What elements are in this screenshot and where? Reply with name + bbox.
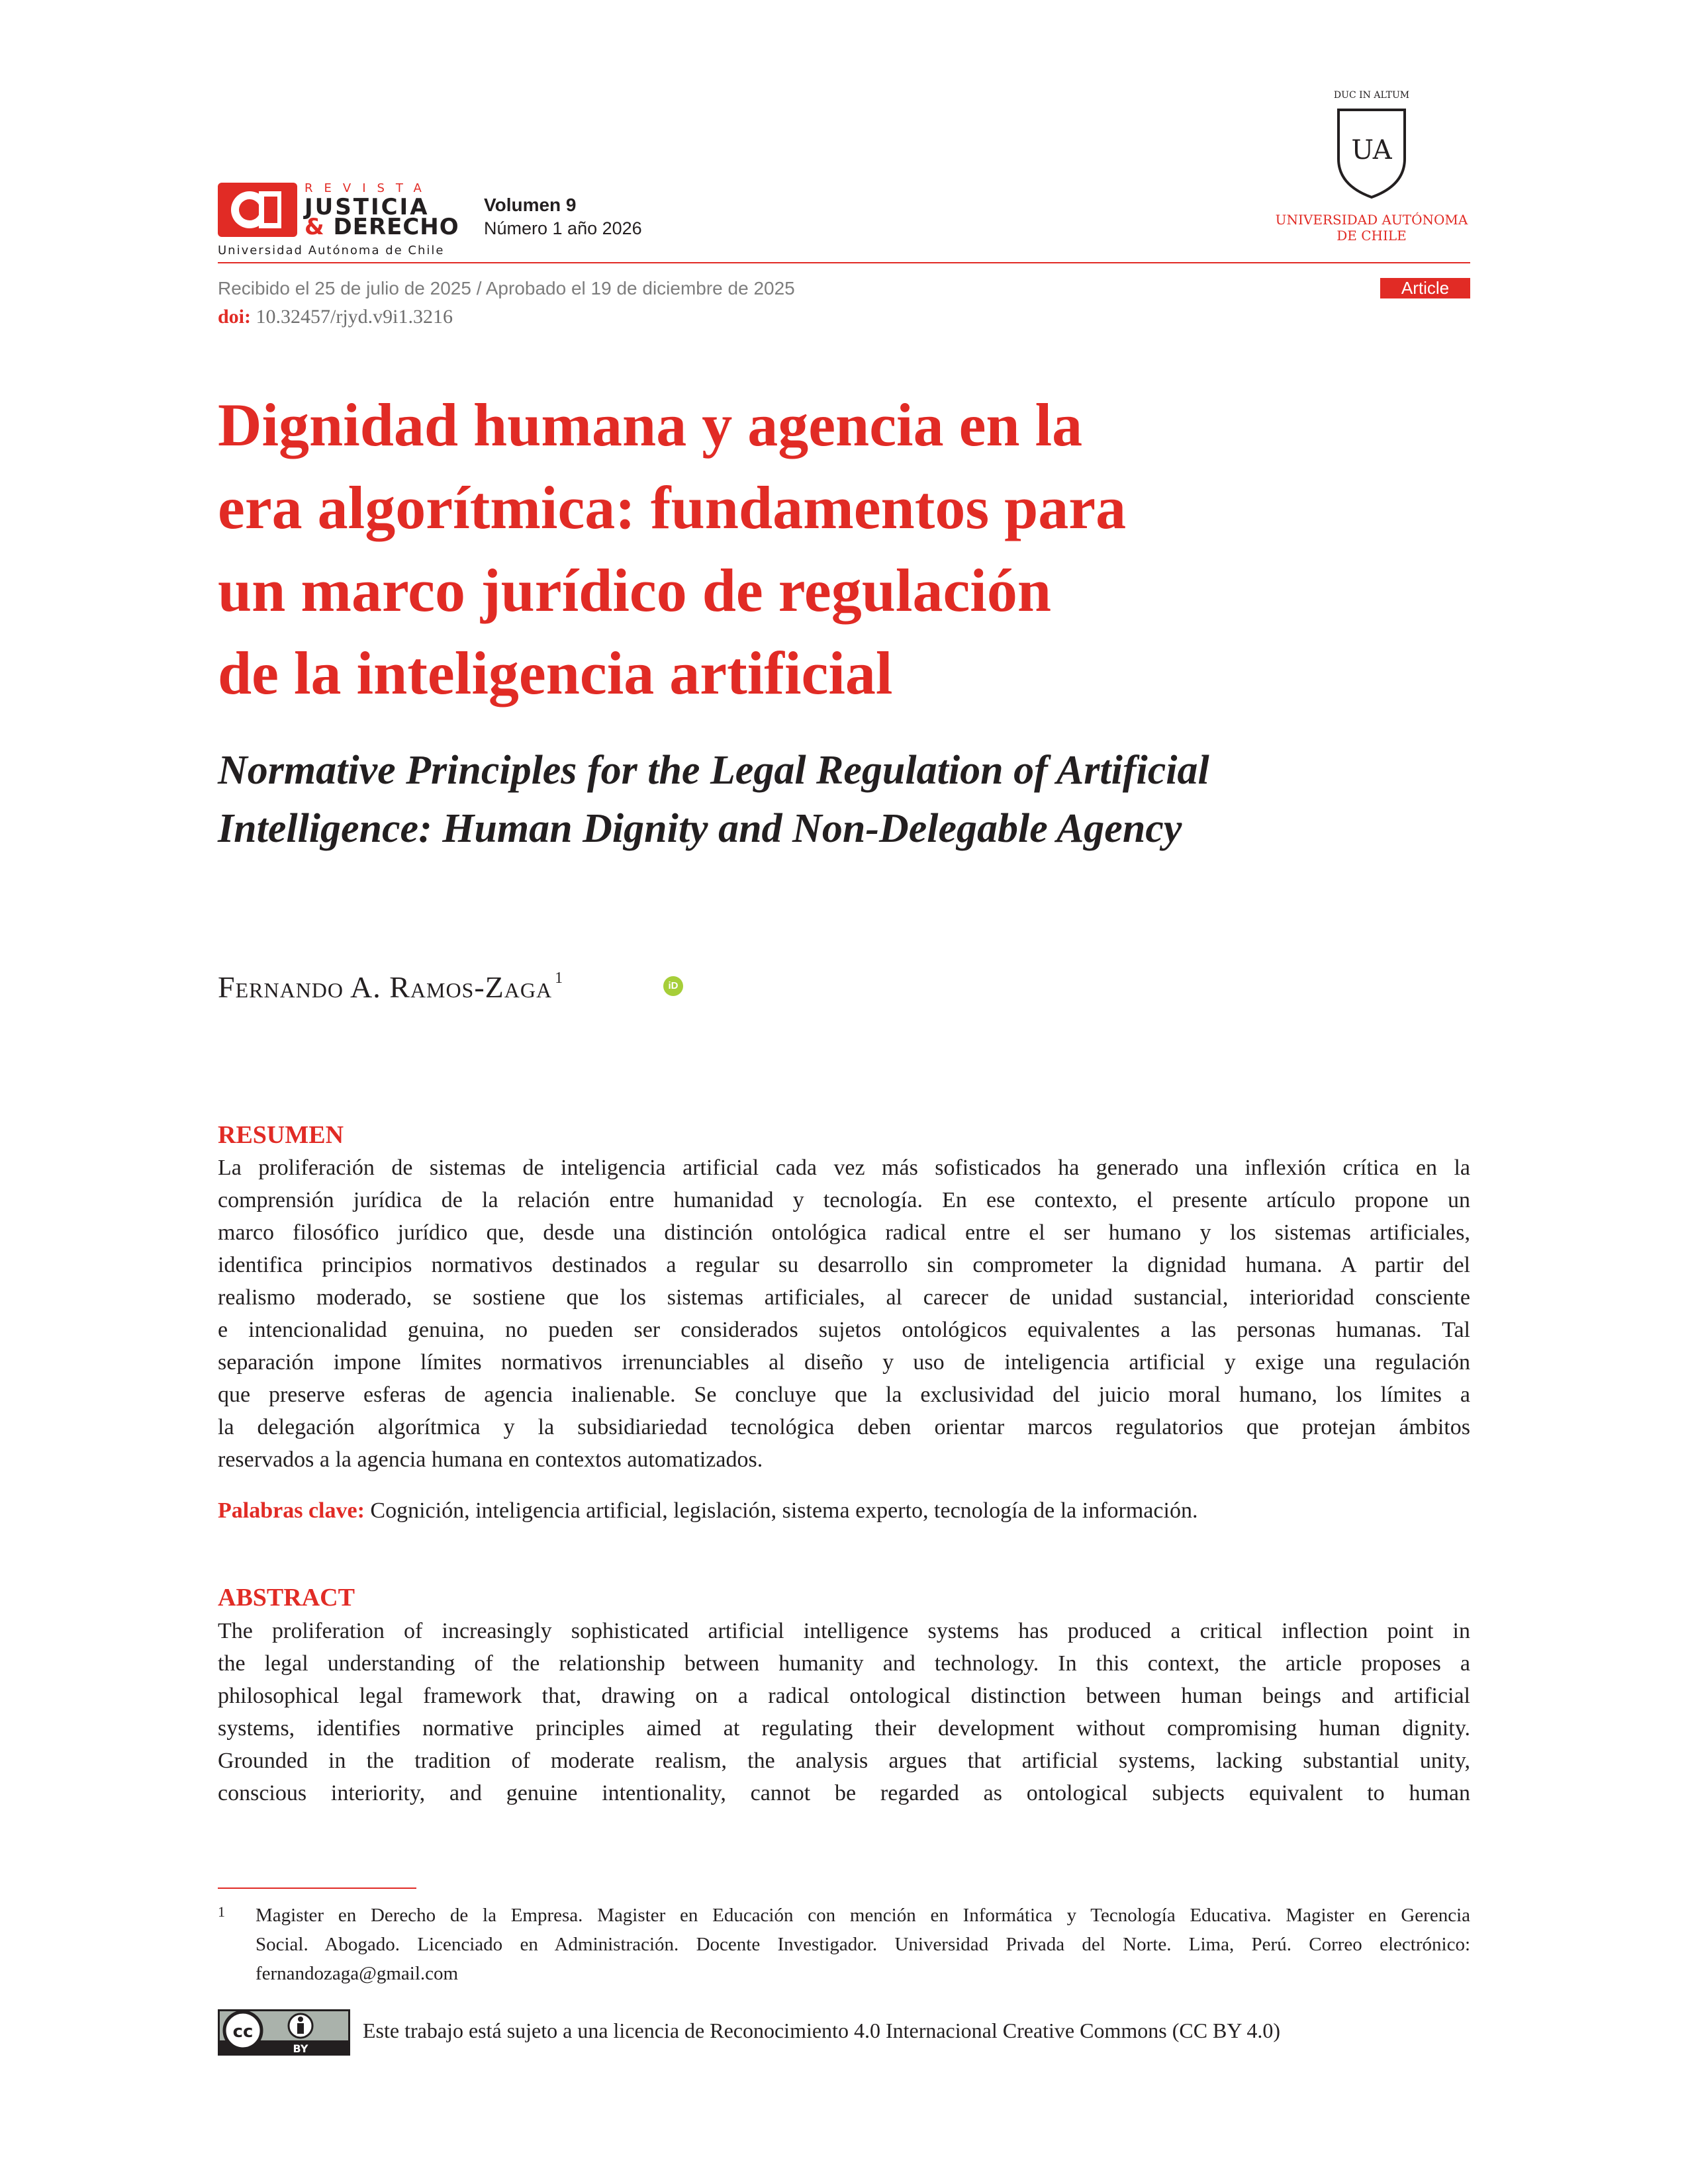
abstract-line: The proliferation of increasingly sophisticated artificial intelligence systems has produced a critical inflection point in [218, 1619, 1470, 1643]
resumen-line: la delegación algorítmica y la subsidiariedad tecnológica deben orientar marcos regulatorios que protejan ámbitos [218, 1415, 1470, 1439]
resumen-line: reservados a la agencia humana en contextos automatizados. [218, 1447, 763, 1472]
resumen-heading: RESUMEN [218, 1121, 344, 1149]
resumen-line: La proliferación de sistemas de inteligencia artificial cada vez más sofisticados ha generado una inflexión crítica en la [218, 1156, 1470, 1180]
journal-amp: & [305, 214, 325, 240]
footnote-line: Social. Abogado. Licenciado en Administración. Docente Investigador. Universidad Privada del Norte. Lima, Perú. Correo electrónico: [256, 1934, 1470, 1955]
article-type-badge: Article [1380, 278, 1470, 298]
doi-label: doi: [218, 306, 252, 328]
title-line: Dignidad humana y agencia en la [218, 391, 1083, 459]
abstract-heading: ABSTRACT [218, 1584, 355, 1612]
journal-name-line2 [305, 215, 459, 239]
abstract-body [218, 1615, 1470, 1809]
title-line: de la inteligencia artificial [218, 639, 893, 707]
resumen-line: e intencionalidad genuina, no pueden ser considerados sujetos ontológicos equivalentes a las personas humanas. Tal [218, 1318, 1470, 1342]
doi-link[interactable]: 10.32457/rjyd.v9i1.3216 [256, 306, 453, 328]
footnote-email[interactable]: fernandozaga@gmail.com [256, 1963, 459, 1984]
license-text: Este trabajo está sujeto a una licencia de Reconocimiento 4.0 Internacional Creative Commons (CC BY 4.0) [363, 2019, 1280, 2042]
abstract-line: systems, identifies normative principles aimed at regulating their development without compromising human dignity. [218, 1716, 1470, 1741]
ua-name-line1: UNIVERSIDAD AUTÓNOMA [1275, 212, 1468, 228]
footnote-number: 1 [218, 1903, 225, 1920]
author-name-text: Fernando A. Ramos-Zaga [218, 970, 553, 1004]
doi-line [218, 306, 453, 328]
abstract-line: philosophical legal framework that, drawing on a radical ontological distinction between human beings and artificial [218, 1684, 1470, 1708]
resumen-line: comprensión jurídica de la relación entre humanidad y tecnología. En ese contexto, el presente artículo propone un [218, 1188, 1470, 1212]
journal-name-derecho: DERECHO [333, 214, 459, 240]
footnote-line: Magister en Derecho de la Empresa. Magister en Educación con mención en Informática y Tecnología Educativa. Magister en Gerencia [256, 1905, 1470, 1926]
article-title [218, 384, 1476, 715]
resumen-body [218, 1152, 1470, 1476]
journal-university: Universidad Autónoma de Chile [218, 244, 445, 257]
journal-name-line1: JUSTICIA [305, 194, 430, 220]
received-dates: Recibido el 25 de julio de 2025 / Aprobado el 19 de diciembre de 2025 [218, 278, 795, 298]
issue-label: Número 1 año 2026 [484, 218, 642, 238]
title-line: un marco jurídico de regulación [218, 557, 1052, 624]
article-subtitle [218, 741, 1476, 858]
university-shield-icon [1335, 106, 1409, 200]
resumen-line: separación impone límites normativos irrenunciables al diseño y uso de inteligencia artificial y exige una regulación [218, 1350, 1470, 1375]
abstract-line: conscious interiority, and genuine intentionality, cannot be regarded as ontological subjects equivalent to human [218, 1781, 1470, 1805]
keywords-text: Cognición, inteligencia artificial, legislación, sistema experto, tecnología de la información. [370, 1498, 1198, 1523]
cc-by-license-icon[interactable] [218, 2009, 350, 2056]
subtitle-line: Normative Principles for the Legal Regulation of Artificial [218, 748, 1209, 793]
journal-label-small: REVISTA [305, 181, 433, 195]
footnote-divider [218, 1888, 416, 1889]
orcid-icon[interactable]: iD [663, 976, 683, 996]
author-footnote-mark[interactable]: 1 [555, 970, 564, 987]
by-badge-label: BY [293, 2042, 308, 2055]
resumen-line: marco filosófico jurídico que, desde una distinción ontológica radical entre el ser humano y los sistemas artificiales, [218, 1220, 1470, 1245]
resumen-line: identifica principios normativos destinados a regular su desarrollo sin comprometer la dignidad humana. A partir del [218, 1253, 1470, 1277]
journal-logo-icon [218, 183, 297, 237]
footnote-text [256, 1901, 1470, 1988]
volume-label: Volumen 9 [484, 195, 577, 215]
subtitle-line: Intelligence: Human Dignity and Non-Delegable Agency [218, 806, 1182, 851]
resumen-line: que preserve esferas de agencia inalienable. Se concluye que la exclusividad del juicio moral humano, los límites a [218, 1383, 1470, 1407]
cc-badge-label: cc [232, 2022, 254, 2042]
header-divider [218, 262, 1470, 263]
keywords [218, 1498, 1470, 1524]
author-name [218, 970, 563, 1005]
ua-name-line2: DE CHILE [1336, 228, 1407, 244]
resumen-line: realismo moderado, se sostiene que los sistemas artificiales, al carecer de unidad sustancial, interioridad consciente [218, 1285, 1470, 1310]
abstract-line: the legal understanding of the relationship between humanity and technology. In this context, the article proposes a [218, 1651, 1470, 1676]
abstract-line: Grounded in the tradition of moderate realism, the analysis argues that artificial systems, lacking substantial unity, [218, 1749, 1470, 1773]
keywords-label: Palabras clave: [218, 1498, 365, 1523]
title-line: era algorítmica: fundamentos para [218, 474, 1127, 541]
ua-initials: UA [1351, 135, 1392, 165]
ua-motto: DUC IN ALTUM [1333, 90, 1410, 101]
